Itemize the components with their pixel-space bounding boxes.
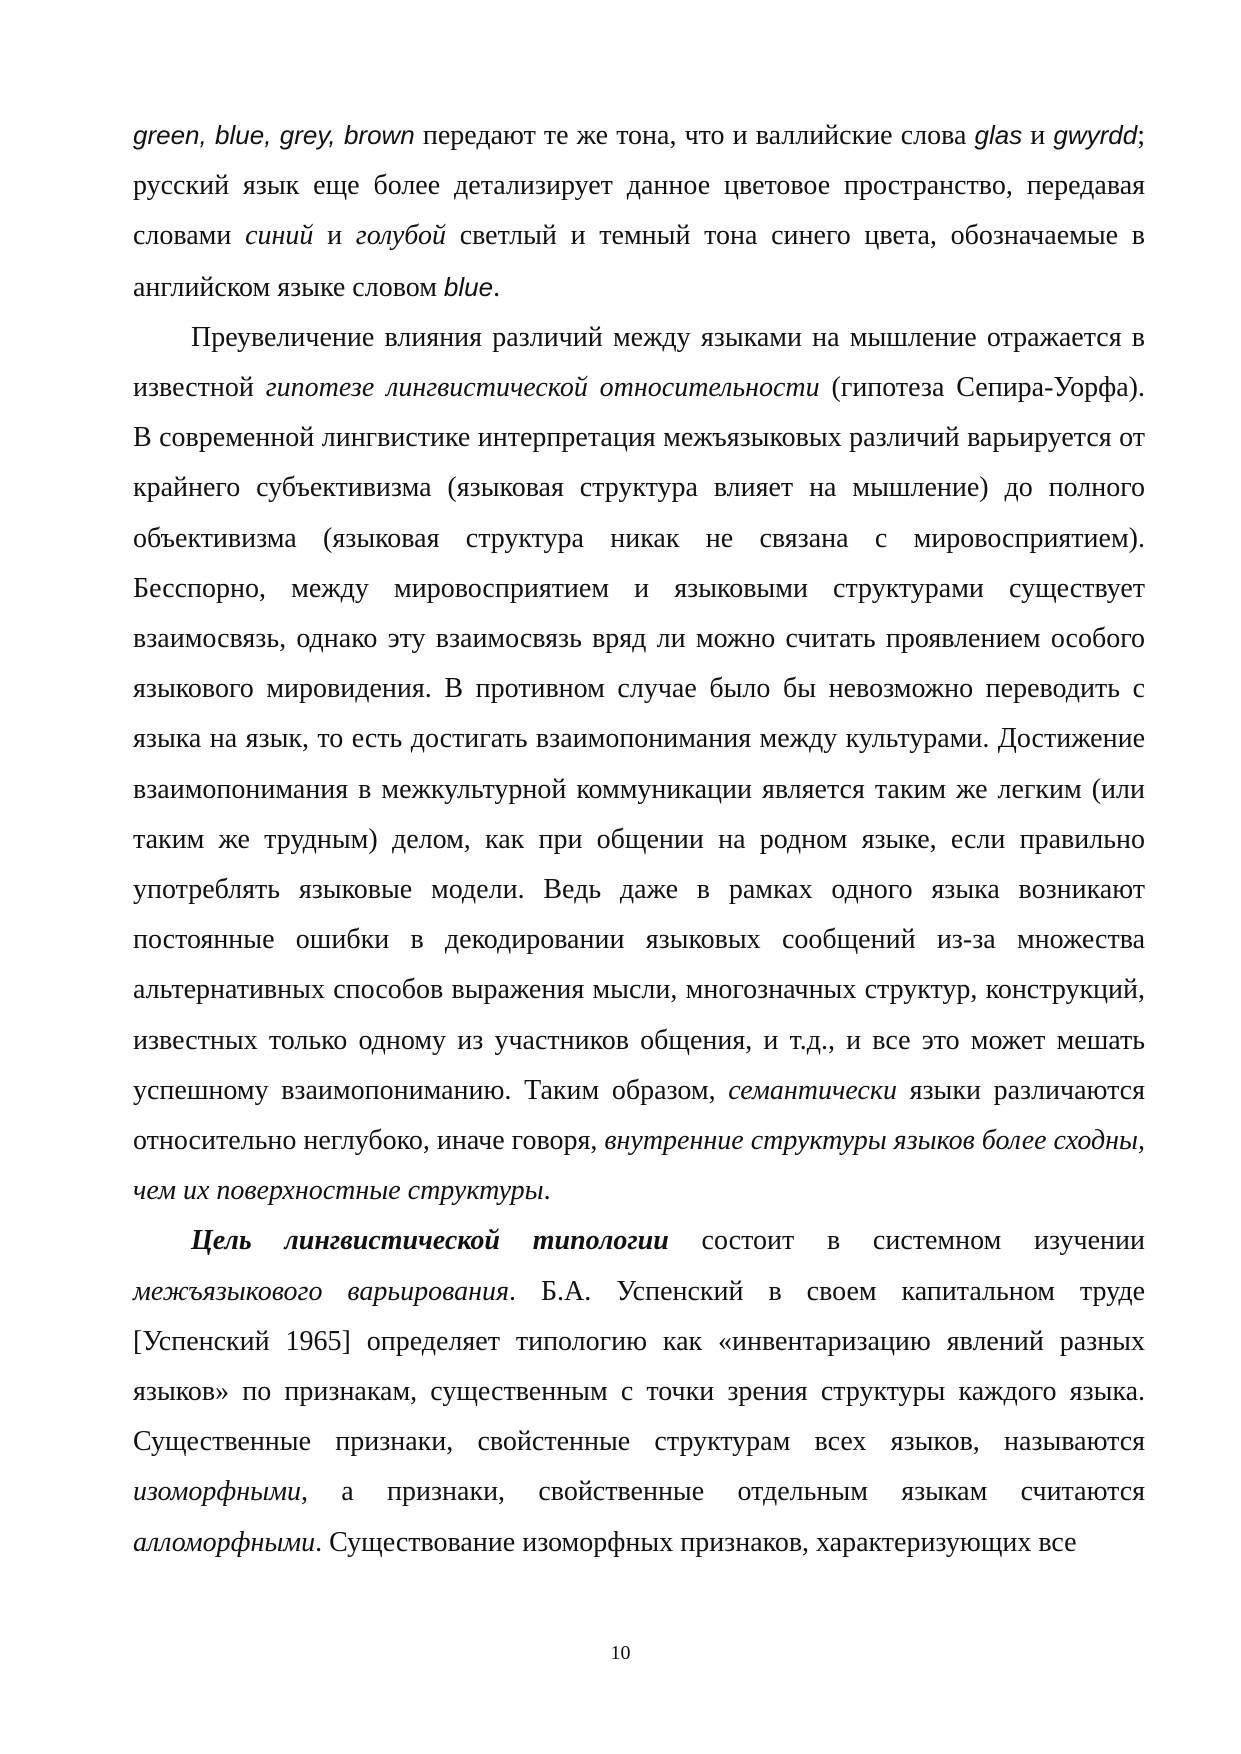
text-run: . Б.А. Успенский в своем капитальном труде [Успенский 1965] определяет типологию как «инвентаризацию явлений разных языков» по признакам, существенным с точки зрения структуры каждого языка. Существенные признаки, свойстенные структурам всех языков, называются: [133, 1275, 1145, 1458]
italic-term-deep-structures: внутренние структуры языков более сходны, чем их поверхностные структуры: [133, 1125, 1145, 1207]
paragraph-color-terms: [133, 110, 1145, 313]
text-run: .: [493, 271, 501, 303]
text-run: ; русский язык еще более детализирует данное цветовое пространство, передавая словами: [133, 120, 1146, 252]
text-run: языки различаются относительно неглубоко, иначе говоря,: [133, 1074, 1145, 1157]
english-color-words: green, blue, grey, brown: [133, 120, 415, 150]
italic-term-linguistic-relativity: гипотезе лингвистической относительности: [265, 372, 820, 404]
text-run: (гипотеза Сепира-Уорфа). В современной лингвистике интерпретация межъязыковых различий варьируется от крайнего субъективизма (языковая структура влияет на мышление) до полного объективизма (языковая структура никак не связана с мировосприятием). Бесспорно, между мировосприятием и языковыми структурами существует взаимосвязь, однако эту взаимосвязь вряд ли можно считать проявлением особого языкового мировидения. В противном случае было бы невозможно переводить с языка на язык, то есть достигать взаимопонимания между культурами. Достижение взаимопонимания в межкультурной коммуникации является таким же легким (или таким же трудным) делом, как при общении на родном языке, если правильно употреблять языковые модели. Ведь даже в рамках одного языка возникают постоянные ошибки в декодировании языковых сообщений из-за множества альтернативных способов выражения мысли, многозначных структур, конструкций, известных только одному из участников общения, и т.д., и все это может мешать успешному взаимопониманию. Таким образом,: [133, 372, 1145, 1106]
italic-term-semantically: семантически: [728, 1074, 897, 1106]
text-run: светлый и темный тона синего цвета, обозначаемые в английском языке словом: [133, 220, 1145, 303]
italic-term-goluboy: голубой: [355, 220, 446, 252]
text-run: передают те же тона, что и валлийские слова: [414, 120, 975, 151]
paragraph-relativity-hypothesis: [133, 313, 1145, 1217]
bold-term-typology-goal: Цель лингвистической типологии: [191, 1225, 669, 1257]
italic-term-allomorphic: алломорфными: [133, 1526, 316, 1558]
welsh-word-gwyrdd: gwyrdd: [1053, 120, 1138, 150]
italic-term-variation: межъязыкового варьирования: [133, 1275, 509, 1307]
text-run: и: [313, 220, 356, 252]
body-text: [133, 110, 1145, 1568]
english-word-blue: blue: [443, 271, 494, 302]
italic-term-siniy: синий: [245, 220, 314, 252]
paragraph-typology-goal: [133, 1216, 1145, 1567]
welsh-word-glas: glas: [974, 120, 1023, 150]
page-number: 10: [610, 1642, 631, 1664]
text-run: и: [1022, 120, 1054, 151]
text-run: состоит в системном изучении: [668, 1225, 1145, 1257]
italic-term-isomorphic: изоморфными: [133, 1476, 301, 1508]
text-run: .: [543, 1175, 551, 1207]
text-run: Преувеличение влияния различий между языками на мышление отражается в известной: [133, 321, 1145, 404]
text-run: . Существование изоморфных признаков, характеризующих все: [315, 1526, 1077, 1558]
text-run: , а признаки, свойственные отдельным языкам считаются: [300, 1476, 1145, 1508]
